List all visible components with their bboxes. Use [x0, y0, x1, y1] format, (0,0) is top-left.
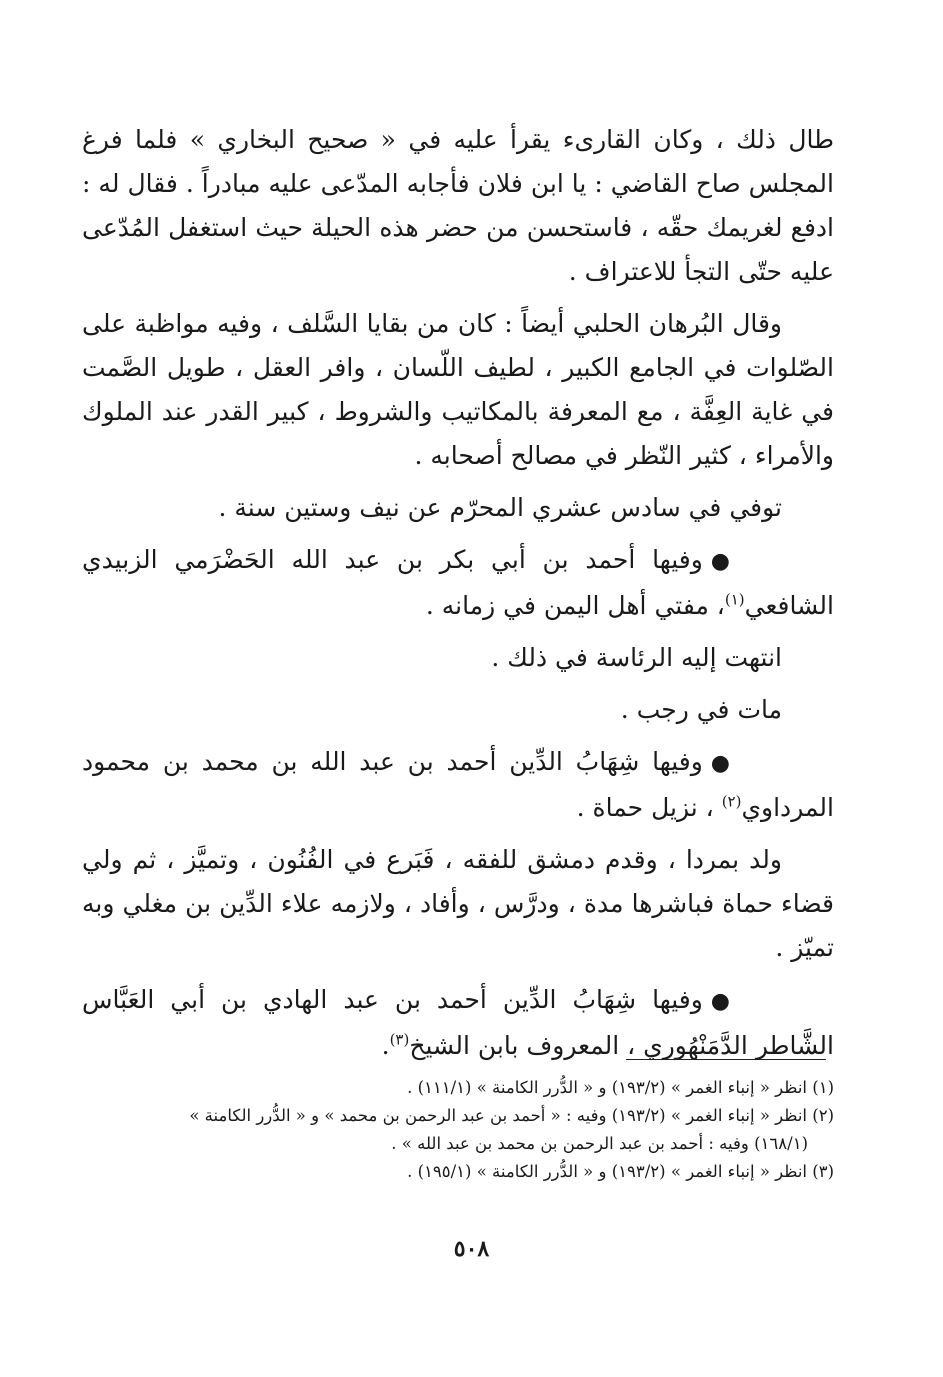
paragraph-text: وفيها شِهَابُ الدِّين أحمد بن عبد الله بن محمد بن محمود المرداوي: [82, 747, 834, 822]
paragraph-text: وفيها أحمد بن أبي بكر بن عبد الله الحَضْرَمي الزبيدي الشافعي: [82, 545, 834, 620]
entry-paragraph: [82, 740, 834, 830]
paragraph: [82, 486, 834, 530]
paragraph-text: ولد بمردا ، وقدم دمشق للفقه ، فَبَرع في الفُنُون ، وتميَّز ، ثم ولي قضاء حماة فباشرها مدة ، ودرَّس ، وأفاد ، ولازمه علاء الدِّين بن مغلي وبه تميّز .: [82, 845, 834, 962]
page-number: ٥٠٨: [453, 1236, 490, 1262]
footnote-marker: (٣): [389, 1030, 410, 1049]
paragraph-text-after: ، مفتي أهل اليمن في زمانه .: [425, 591, 725, 620]
paragraph: [82, 302, 834, 478]
paragraph-text: وفيها شِهَابُ الدِّين أحمد بن عبد الهادي بن أبي العَبَّاس الشَّاطر الدَّمَنْهُوري ، المعروف بابن الشيخ: [82, 985, 834, 1060]
bullet-icon: ●: [710, 751, 730, 776]
paragraph: [82, 838, 834, 970]
paragraph: [82, 688, 834, 732]
paragraph-text: توفي في سادس عشري المحرّم عن نيف وستين سنة .: [218, 493, 782, 522]
footnotes: [82, 1074, 834, 1186]
entry-paragraph: [82, 538, 834, 628]
bullet-icon: ●: [710, 549, 730, 574]
paragraph-text-after: .: [381, 1031, 390, 1060]
paragraph-text: انتهت إليه الرئاسة في ذلك .: [491, 643, 782, 672]
footnote-continuation: (١٦٨/١) وفيه : أحمد بن عبد الرحمن بن محمد بن عبد الله » .: [391, 1134, 808, 1153]
paragraph-text: مات في رجب .: [620, 695, 782, 724]
footnote-marker: (١): [724, 590, 745, 609]
paragraph: [82, 118, 834, 294]
footnote: (٣) انظر « إنباء الغمر » (١٩٣/٢) و « الدُّرر الكامنة » (١٩٥/١) .: [407, 1162, 834, 1181]
entry-paragraph: [82, 978, 834, 1068]
footnote: (١) انظر « إنباء الغمر » (١٩٣/٢) و « الدُّرر الكامنة » (١١١/١) .: [407, 1078, 834, 1097]
footnote: (٢) انظر « إنباء الغمر » (١٩٣/٢) وفيه : « أحمد بن عبد الرحمن بن محمد » و « الدُّرر الكامنة »: [189, 1106, 834, 1125]
paragraph-text-after: ، نزيل حماة .: [576, 793, 722, 822]
paragraph-text: وقال البُرهان الحلبي أيضاً : كان من بقايا السَّلف ، وفيه مواظبة على الصّلوات في الجامع الكبير ، لطيف اللّسان ، وافر العقل ، طويل الصَّمت في غاية العِفَّة ، مع المعرفة بالمكاتيب والشروط ، كبير القدر عند الملوك والأمراء ، كثير النّظر في مصالح أصحابه .: [82, 309, 834, 470]
footnote-separator: [626, 1059, 826, 1060]
main-text: [82, 118, 834, 1076]
bullet-icon: ●: [710, 989, 730, 1014]
paragraph-text: طال ذلك ، وكان القارىء يقرأ عليه في « صحيح البخاري » فلما فرغ المجلس صاح القاضي : يا ابن فلان فأجابه المدّعى عليه مبادراً . فقال له : ادفع لغريمك حقّه ، فاستحسن من حضر هذه الحيلة حيث استغفل المُدّعى عليه حتّى التجأ للاعتراف .: [82, 125, 834, 286]
footnote-marker: (٢): [721, 792, 742, 811]
paragraph: [82, 636, 834, 680]
